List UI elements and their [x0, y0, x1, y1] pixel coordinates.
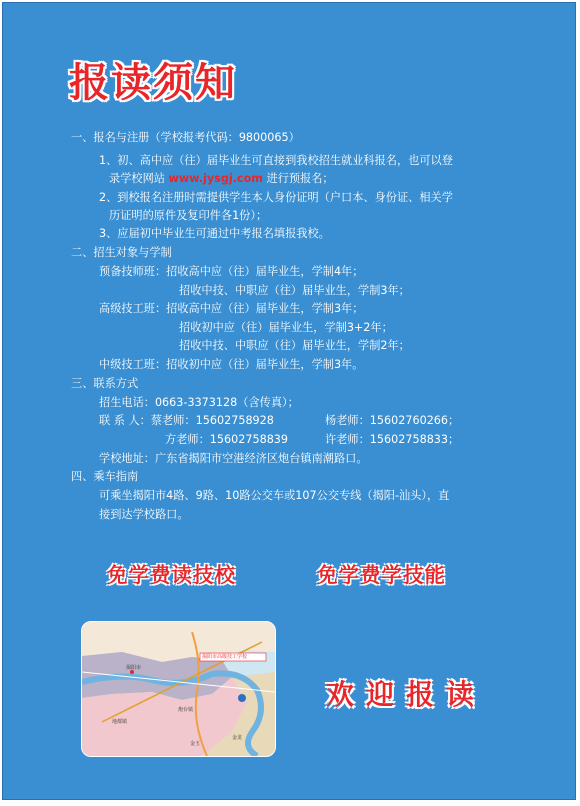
notice-poster	[2, 2, 576, 800]
registration-item-2: 2、到校报名注册时需提供学生本人身份证明（户口本、身份证、相关学	[99, 191, 453, 204]
contact-teacher-cai: 联 系 人：蔡老师：15602758928	[99, 414, 274, 427]
contact-teacher-xu: 许老师：15602758833；	[325, 433, 460, 446]
registration-item-1-post: 进行预报名；	[266, 172, 334, 185]
school-website-link[interactable]: www.jysgj.com	[168, 172, 263, 185]
registration-item-1-pre: 录学校网站	[109, 172, 165, 185]
map-place-paotai: 炮台镇	[178, 707, 194, 713]
slogan-free-tuition-school: 免学费读技校	[107, 563, 236, 587]
section-heading-registration: 一、报名与注册（学校报考代码：9800065）	[71, 131, 300, 144]
welcome-banner: 欢迎报读	[326, 678, 487, 711]
enrollment-line-2: 招收中技、中职应（往）届毕业生，学制3年；	[179, 284, 410, 297]
registration-item-3: 3、应届初中毕业生可通过中考报名填报我校。	[99, 227, 330, 240]
poster-title: 报读须知	[69, 60, 237, 106]
map-place-jinlong: 金龙	[232, 735, 243, 741]
section-heading-enrollment: 二、招生对象与学制	[71, 246, 172, 259]
map-place-didu: 地都镇	[112, 719, 128, 725]
registration-item-1-cont	[109, 172, 334, 186]
map-school-label: 揭阳市高级技工学校	[202, 654, 248, 660]
section-heading-transport: 四、乘车指南	[71, 470, 139, 483]
map-place-jinyu: 金玉	[190, 741, 201, 747]
enrollment-line-3: 高级技工班：招收高中应（往）届毕业生，学制3年；	[99, 302, 364, 315]
location-map[interactable]	[81, 621, 276, 757]
slogan-free-tuition-skills: 免学费学技能	[317, 563, 446, 587]
registration-item-1: 1、初、高中应（往）届毕业生可直接到我校招生就业科报名，也可以登	[99, 154, 453, 167]
transport-line-1: 可乘坐揭阳市4路、9路、10路公交车或107公交专线（揭阳-汕头），直	[99, 489, 450, 502]
map-place-jieyang: 揭阳市	[126, 665, 142, 671]
enrollment-line-1: 预备技师班：招收高中应（往）届毕业生，学制4年；	[99, 265, 364, 278]
contact-teacher-fang: 方老师：15602758839	[165, 433, 289, 446]
enrollment-line-6: 中级技工班：招收初中应（往）届毕业生，学制3年。	[99, 358, 364, 371]
enrollment-line-5: 招收中技、中职应（往）届毕业生，学制2年；	[179, 339, 410, 352]
admissions-phone: 招生电话：0663-3373128（含传真）；	[99, 396, 299, 409]
enrollment-line-4: 招收初中应（往）届毕业生，学制3+2年；	[179, 321, 393, 334]
registration-item-2-cont: 历证明的原件及复印件各1份）；	[109, 209, 268, 222]
section-heading-contact: 三、联系方式	[71, 377, 139, 390]
school-address: 学校地址：广东省揭阳市空港经济区炮台镇南潮路口。	[99, 452, 368, 465]
transport-line-2: 接到达学校路口。	[99, 508, 189, 521]
contact-teacher-yang: 杨老师：15602760266；	[325, 414, 460, 427]
